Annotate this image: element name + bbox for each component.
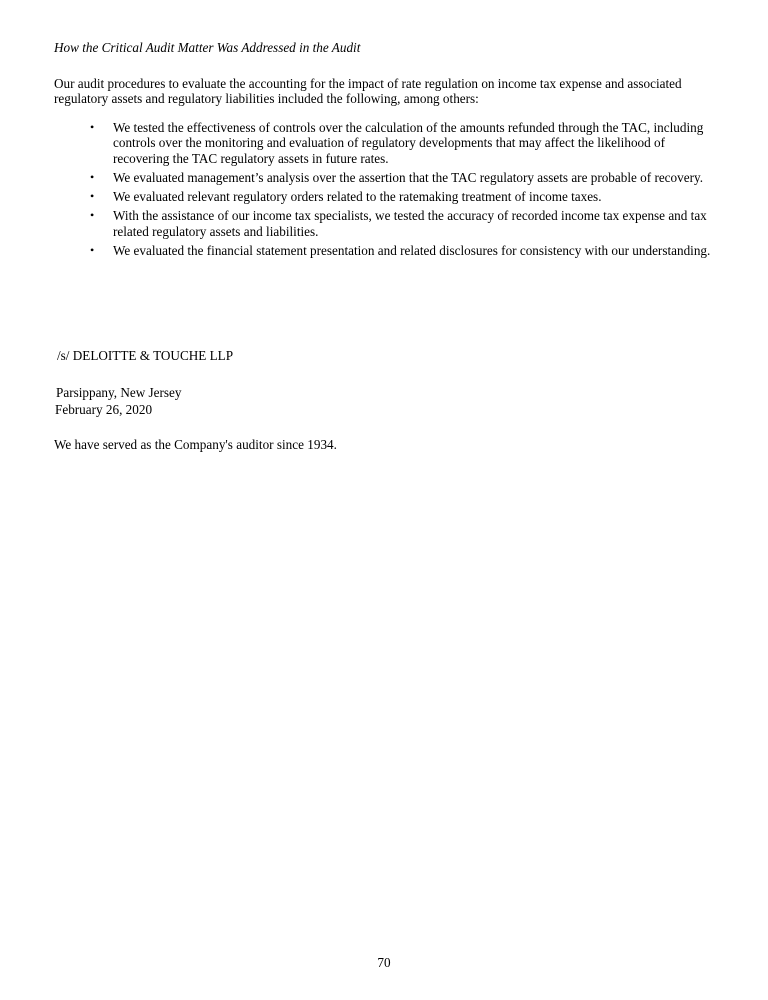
intro-paragraph: Our audit procedures to evaluate the accounting for the impact of rate regulation on income tax expense and associated regulatory assets and regulatory liabilities included the following, among others: bbox=[54, 75, 682, 107]
list-item bbox=[90, 208, 712, 239]
list-item bbox=[90, 170, 712, 186]
page-content bbox=[0, 0, 768, 452]
list-item-text: We tested the effectiveness of controls over the calculation of the amounts refunded through the TAC, including controls over the monitoring and evaluation of regulatory developments that may affect the likelihood of recovering the TAC regulatory assets in future rates. bbox=[113, 119, 704, 166]
signature-location: Parsippany, New Jersey bbox=[56, 385, 182, 401]
list-item bbox=[90, 243, 712, 259]
list-item-text: We evaluated the financial statement presentation and related disclosures for consistency with our understanding. bbox=[113, 242, 711, 258]
list-item bbox=[90, 189, 712, 205]
auditor-tenure-note: We have served as the Company's auditor since 1934. bbox=[54, 436, 337, 452]
bullet-icon: • bbox=[90, 242, 95, 257]
bullet-icon: • bbox=[90, 119, 95, 134]
bullet-icon: • bbox=[90, 170, 95, 185]
list-item-text: We evaluated management’s analysis over the assertion that the TAC regulatory assets are probable of recovery. bbox=[113, 170, 704, 186]
section-heading: How the Critical Audit Matter Was Addressed in the Audit bbox=[54, 40, 361, 55]
list-item-text: We evaluated relevant regulatory orders related to the ratemaking treatment of income taxes. bbox=[113, 189, 602, 205]
list-item-text: With the assistance of our income tax specialists, we tested the accuracy of recorded income tax expense and tax related regulatory assets and liabilities. bbox=[113, 208, 707, 239]
bullet-list bbox=[54, 120, 712, 259]
list-item bbox=[90, 120, 712, 167]
bullet-icon: • bbox=[90, 189, 95, 204]
auditor-signature: /s/ DELOITTE & TOUCHE LLP bbox=[57, 347, 234, 363]
bullet-icon: • bbox=[90, 208, 95, 223]
signature-date: February 26, 2020 bbox=[55, 402, 153, 418]
page-number: 70 bbox=[377, 955, 391, 970]
